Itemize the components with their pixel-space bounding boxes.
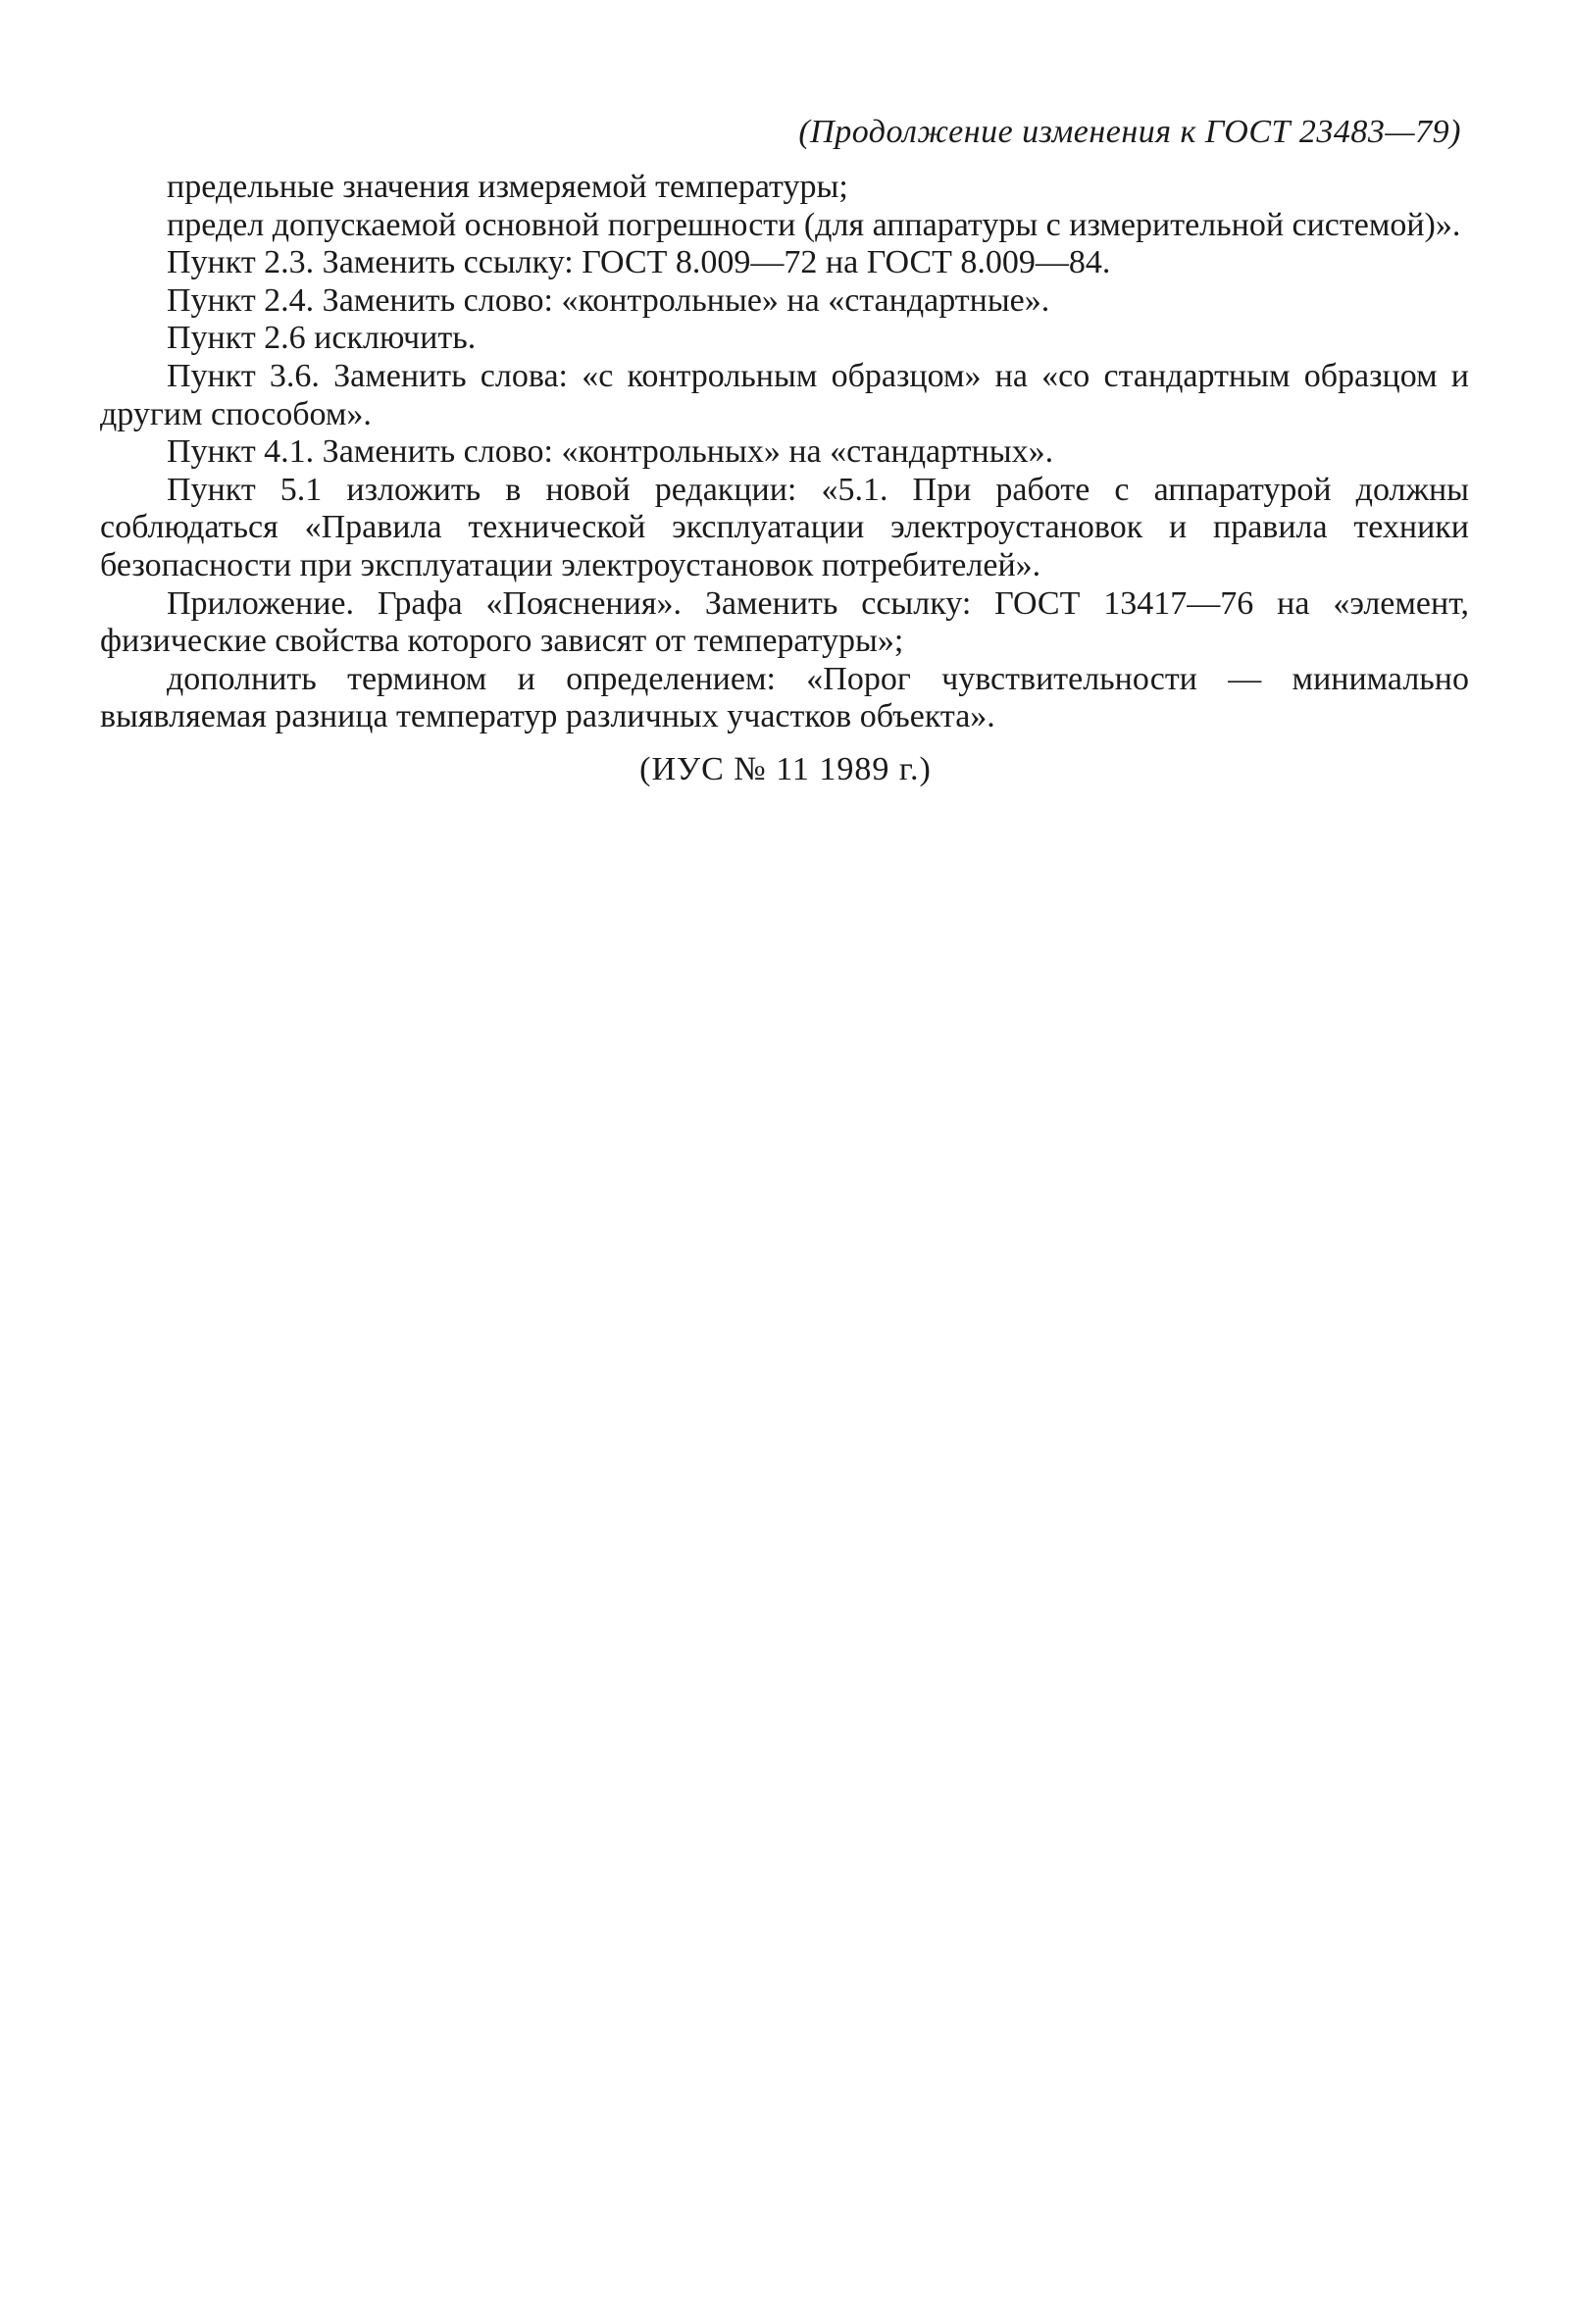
paragraph-item-4-1: Пункт 4.1. Заменить слово: «контрольных» на «стандартных». [167, 433, 1054, 471]
amendment-text [100, 169, 1469, 736]
paragraph-item-3-6: Пункт 3.6. Заменить слова: «с контрольным образцом» на «со стандартным образцом и другим способом». [100, 357, 1469, 432]
paragraph-appendix: Приложение. Графа «Пояснения». Заменить ссылку: ГОСТ 13417—76 на «элемент, физические свойства которого зависят от температуры»; [100, 584, 1469, 660]
paragraph-item-2-6: Пункт 2.6 исключить. [167, 320, 477, 357]
paragraph-error-limit: предел допускаемой основной погрешности (для аппаратуры с измерительной системой)». [167, 206, 1461, 243]
paragraph-item-2-4: Пункт 2.4. Заменить слово: «контрольные» на «стандартные». [167, 281, 1050, 319]
paragraph-item-2-3: Пункт 2.3. Заменить ссылку: ГОСТ 8.009—72 на ГОСТ 8.009—84. [167, 244, 1111, 281]
paragraph-term-definition: дополнить термином и определением: «Порог чувствительности — минимально выявляемая разница температур различных участков объекта». [100, 660, 1469, 735]
paragraph-temperature-limits: предельные значения измеряемой температуры; [167, 169, 848, 205]
continuation-header: (Продолжение изменения к ГОСТ 23483—79) [798, 114, 1461, 150]
paragraph-item-5-1: Пункт 5.1 изложить в новой редакции: «5.1. При работе с аппаратурой должны соблюдаться «Правила технической эксплуатации электроустановок и правила техники безопасности при эксплуатации электроустановок потребителей». [100, 471, 1469, 583]
source-reference: (ИУС № 11 1989 г.) [639, 751, 932, 787]
